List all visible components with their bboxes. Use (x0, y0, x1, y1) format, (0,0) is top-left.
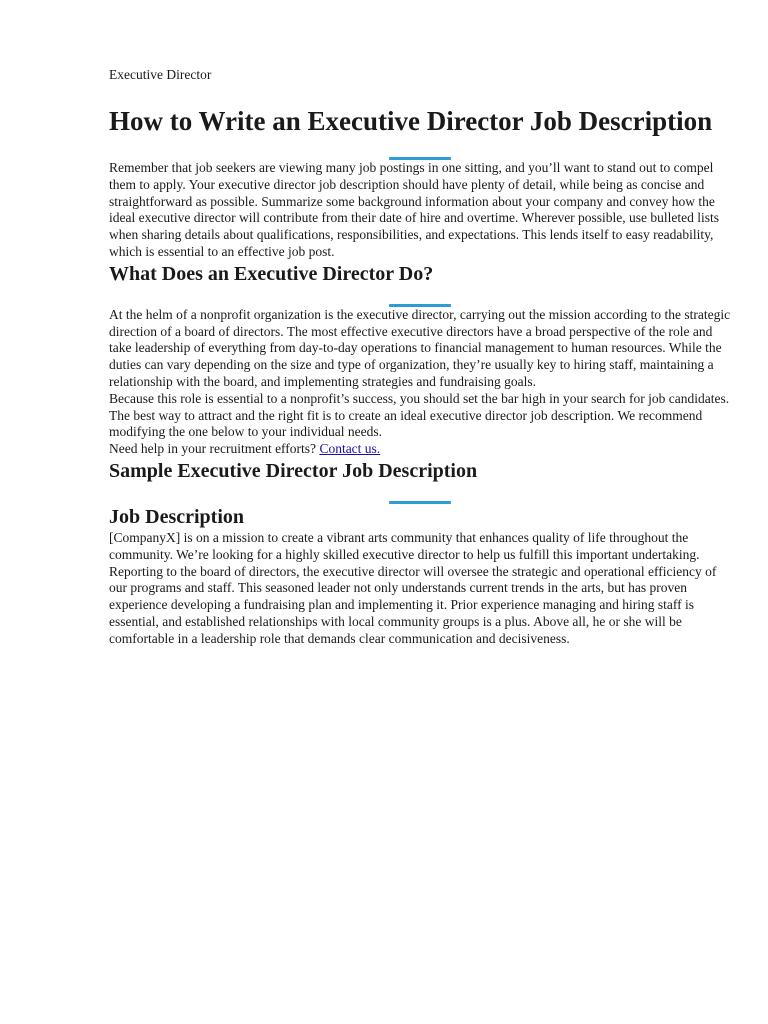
role-importance-paragraph: Because this role is essential to a nonprofit’s success, you should set the bar high in your search for job candidates. The best way to attract and the right fit is to create an ideal executive director job description. We recommend modifying the one below to your individual needs. (109, 390, 730, 440)
help-text: Need help in your recruitment efforts? (109, 441, 320, 457)
job-description-heading: Job Description (109, 505, 244, 528)
job-description-paragraph: [CompanyX] is on a mission to create a vibrant arts community that enhances quality of life throughout the community. We’re looking for a highly skilled executive director to help us fulfill this important undertaking. Reporting to the board of directors, the executive director will oversee the strategic and operational efficiency of our programs and staff. This seasoned leader not only understands current trends in the arts, but has proven experience developing a fundraising plan and implementing it. Prior experience managing and hiring staff is essential, and established relationships with local community groups is a plus. Above all, he or she will be comfortable in a leadership role that demands clear communication and decisiveness. (109, 529, 717, 646)
category-label: Executive Director (109, 67, 212, 82)
document-page (109, 66, 733, 648)
what-does-heading: What Does an Executive Director Do? (109, 262, 434, 285)
help-paragraph (109, 441, 733, 458)
sample-heading: Sample Executive Director Job Description (109, 459, 478, 482)
role-overview-paragraph: At the helm of a nonprofit organization is the executive director, carrying out the mission according to the strategic direction of a board of directors. The most effective executive directors have a broad perspective of the role and take leadership of everything from day-to-day operations to financial management to human resources. While the duties can vary depending on the size and type of organization, they’re usually key to hiring staff, maintaining a relationship with the board, and implementing strategies and fundraising goals. (109, 306, 731, 389)
page-title: How to Write an Executive Director Job Description (109, 106, 713, 136)
intro-paragraph: Remember that job seekers are viewing many job postings in one sitting, and you’ll want to stand out to compel them to apply. Your executive director job description should have plenty of detail, while being as concise and straightforward as possible. Summarize some background information about your company and convey how the ideal executive director will contribute from their date of hire and overtime. Wherever possible, use bulleted lists when sharing details about qualifications, responsibilities, and expectations. This lends itself to easy readability, which is essential to an effective job post. (109, 160, 720, 259)
contact-us-link[interactable]: Contact us. (319, 441, 381, 457)
